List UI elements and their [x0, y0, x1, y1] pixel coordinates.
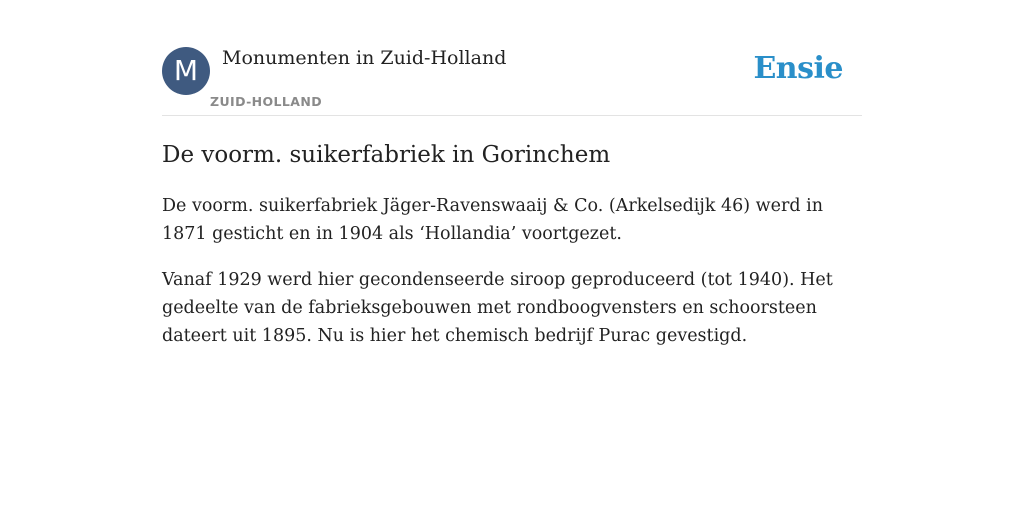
article-paragraph-1: De voorm. suikerfabriek Jäger-Ravenswaaij & Co. (Arkelsedijk 46) werd in 1871 gesticht en in 1904 als ‘Hollandia’ voortgezet. — [162, 196, 823, 244]
book-title[interactable]: Monumenten in Zuid-Holland — [222, 47, 507, 69]
page — [162, 0, 862, 350]
ensie-logo[interactable]: Ensie — [753, 51, 843, 86]
category-label[interactable]: ZUID-HOLLAND — [210, 94, 322, 109]
article-paragraph-2: Vanaf 1929 werd hier gecondenseerde siroop geproduceerd (tot 1940). Het gedeelte van de fabrieksgebouwen met rondboogvensters en schoorsteen dateert uit 1895. Nu is hier het chemisch bedrijf Purac gevestigd. — [162, 270, 833, 346]
article-title: De voorm. suikerfabriek in Gorinchem — [162, 142, 611, 168]
avatar[interactable]: M — [162, 47, 210, 95]
header — [162, 47, 862, 116]
